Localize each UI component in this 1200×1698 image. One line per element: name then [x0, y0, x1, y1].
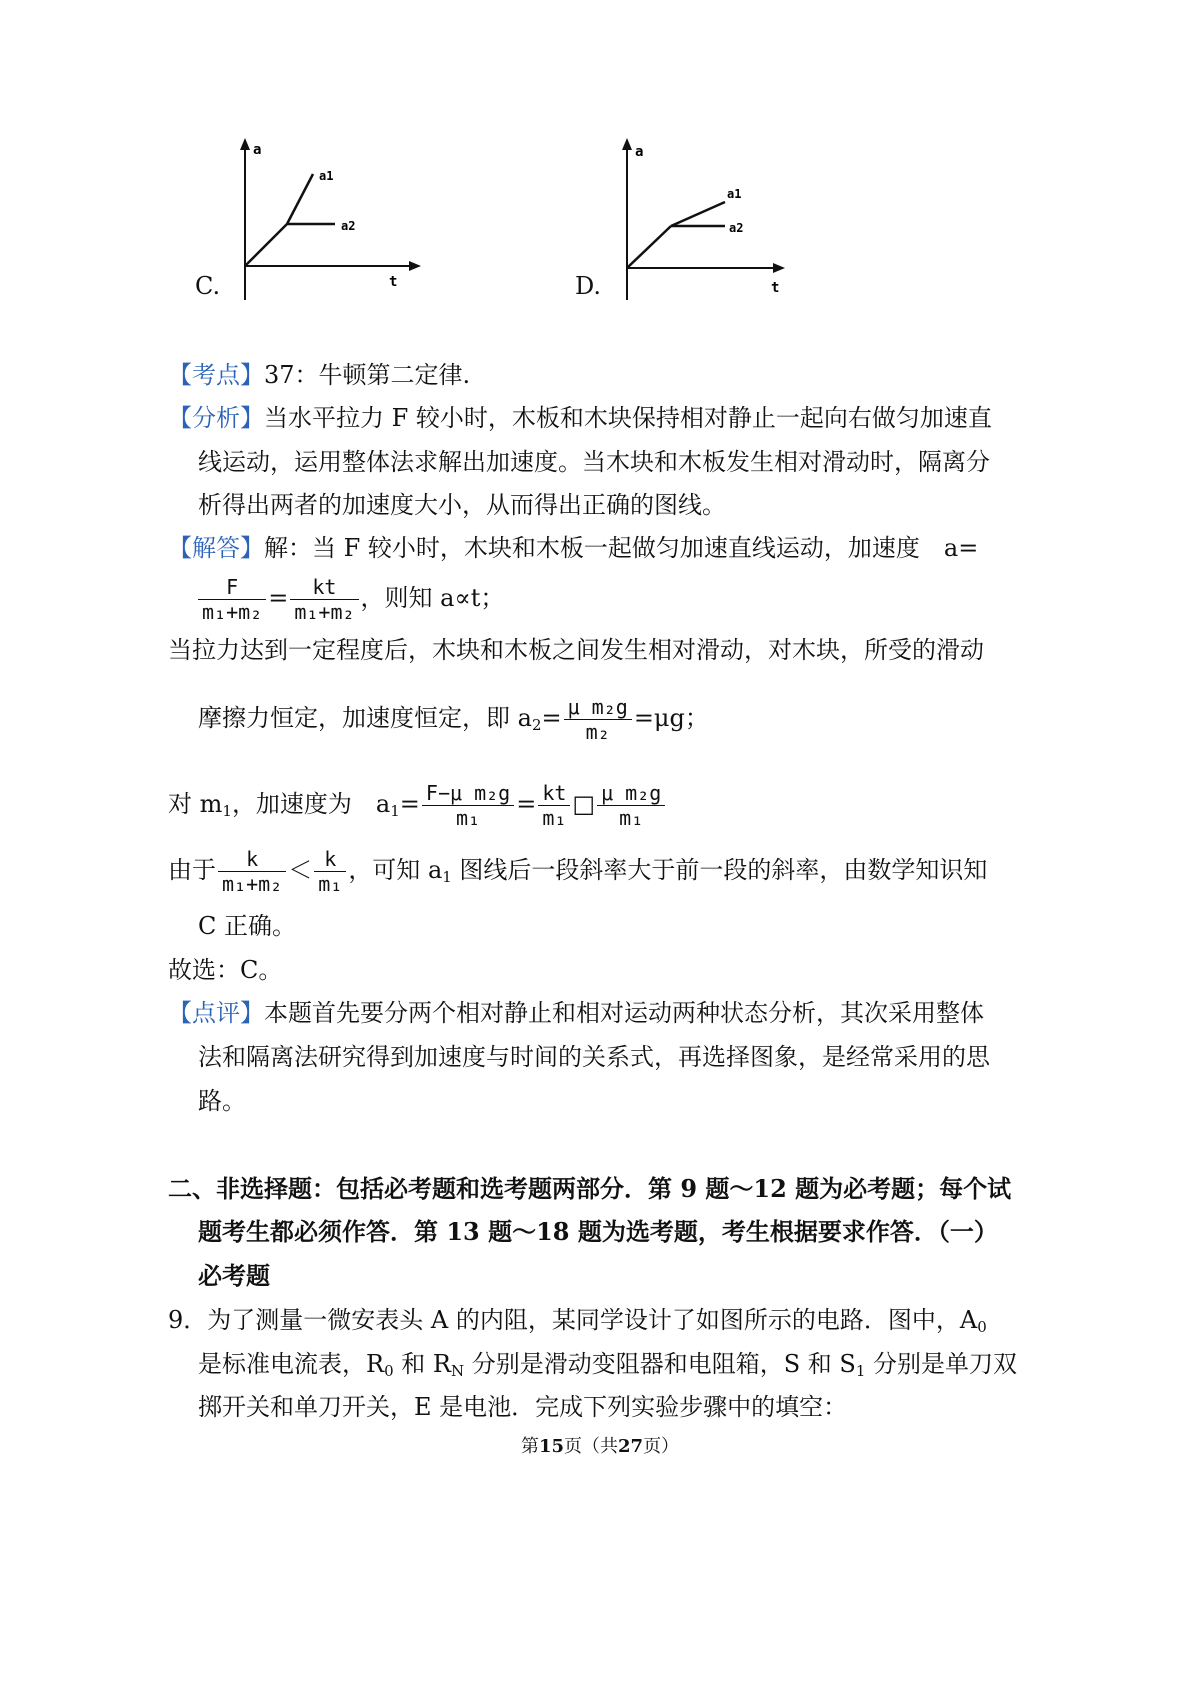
- jieda-text-6c: 图线后一段斜率大于前一段的斜率，由数学知识知: [451, 856, 988, 884]
- q9-text-1: 9．为了测量一微安表头 A 的内阻，某同学设计了如图所示的电路．图中，A: [168, 1306, 978, 1334]
- fraction-kt-over-m1: [538, 781, 570, 830]
- q9-text-2a: 是标准电流表，R: [198, 1350, 385, 1378]
- subscript: 2: [531, 716, 542, 734]
- graph-d-seg-a1: [671, 202, 725, 226]
- jieda-line-3: 当拉力达到一定程度后，木块和木板之间发生相对滑动，对木块，所受的滑动: [168, 636, 984, 664]
- equals-sign: =: [399, 790, 420, 818]
- footer-mid: 页（共: [564, 1436, 618, 1457]
- fraction-denominator: m₁: [318, 872, 343, 896]
- graph-d-y-label: a: [635, 144, 644, 160]
- jieda-line-7: C 正确。: [198, 912, 296, 940]
- footer-page-number: 15: [538, 1436, 564, 1457]
- equals-sign: =: [516, 790, 537, 818]
- fraction-k-over-m1: [314, 847, 346, 896]
- jieda-text-6a: 由于: [168, 856, 216, 884]
- fraction-numerator: F: [198, 575, 266, 600]
- graph-c-seg-a1: [287, 174, 313, 224]
- graph-c: [195, 130, 445, 310]
- graph-d-seg-common: [627, 226, 671, 268]
- fraction-denominator: m₁: [456, 806, 481, 830]
- footer-total-pages: 27: [618, 1436, 644, 1457]
- fraction-kt-over-m: [290, 575, 358, 624]
- jieda-text-5a: 对 m: [168, 790, 223, 818]
- q9-text-2d: 分别是单刀双: [865, 1350, 1018, 1378]
- graph-d-a2-label: a2: [729, 221, 744, 235]
- fraction-denominator: m₁: [542, 806, 567, 830]
- fraction-denominator: m₁+m₂: [202, 600, 263, 624]
- fenxi-text-1: 当水平拉力 F 较小时，木板和木块保持相对静止一起向右做匀加速直: [264, 404, 992, 432]
- fraction-numerator: k: [218, 847, 286, 872]
- q9-line-2: [198, 1348, 1017, 1387]
- fenxi-line-2: 线运动，运用整体法求解出加速度。当木块和木板发生相对滑动时，隔离分: [198, 448, 990, 476]
- page-footer: [0, 1432, 1200, 1458]
- q9-text-2b: 和 R: [393, 1350, 451, 1378]
- dianping-line-3: 路。: [198, 1087, 246, 1115]
- subscript: 1: [442, 868, 452, 886]
- jieda-text-1: 解：当 F 较小时，木块和木板一起做匀加速直线运动，加速度 a=: [264, 534, 979, 562]
- graph-d-a1-label: a1: [727, 187, 742, 201]
- section2-line-2: 题考生都必须作答．第 13 题～18 题为选考题，考生根据要求作答．（一）: [198, 1217, 998, 1246]
- section2-line-3: 必考题: [198, 1261, 270, 1290]
- graph-c-x-label: t: [389, 274, 398, 290]
- answer-line: 故选：C。: [168, 956, 283, 984]
- equals-sign: =: [268, 584, 289, 612]
- jieda-text-4: 摩擦力恒定，加速度恒定，即 a: [198, 704, 532, 732]
- footer-pre: 第: [520, 1436, 539, 1457]
- subscript: 0: [384, 1362, 394, 1380]
- footer-post: 页）: [643, 1436, 680, 1457]
- kaodian-line: [168, 359, 470, 391]
- jieda-line-5: [168, 776, 667, 839]
- fraction-mu-m2g-over-m2: [564, 695, 632, 744]
- fenxi-line-3: 析得出两者的加速度大小，从而得出正确的图线。: [198, 491, 726, 519]
- dianping-line-1: [168, 997, 984, 1029]
- fraction-numerator: kt: [290, 575, 358, 600]
- missing-glyph-box: □: [572, 790, 596, 818]
- graph-d: [575, 130, 825, 310]
- fraction-mu-m2g-over-m1: [597, 781, 665, 830]
- kaodian-text: 37：牛顿第二定律.: [264, 361, 471, 389]
- fraction-numerator: k: [314, 847, 346, 872]
- fraction-denominator: m₁+m₂: [294, 600, 355, 624]
- graph-c-a1-label: a1: [319, 169, 334, 183]
- jieda-line-4: [198, 690, 709, 753]
- fraction-f-over-m: [198, 575, 266, 624]
- subscript: 1: [855, 1362, 866, 1380]
- q9-line-1: [168, 1304, 987, 1343]
- kaodian-tag: 【考点】: [168, 361, 264, 389]
- subscript: 1: [390, 802, 400, 820]
- graph-c-seg-common: [245, 224, 287, 266]
- q9-text-2c: 分别是滑动变阻器和电阻箱，S 和 S: [464, 1350, 856, 1378]
- graph-c-y-arrow: [240, 138, 250, 150]
- jieda-line-6: [168, 842, 987, 905]
- less-than-sign: ＜: [288, 856, 313, 884]
- jieda-text-5b: ，加速度为 a: [231, 790, 391, 818]
- graph-c-x-arrow: [409, 261, 421, 271]
- graph-c-a2-label: a2: [341, 219, 356, 233]
- equals-sign: =: [541, 704, 562, 732]
- graph-d-x-label: t: [771, 280, 780, 296]
- fraction-denominator: m₂: [585, 720, 610, 744]
- subscript: 0: [977, 1318, 987, 1336]
- subscript: N: [450, 1362, 465, 1380]
- dianping-text-1: 本题首先要分两个相对静止和相对运动两种状态分析，其次采用整体: [264, 999, 984, 1027]
- jieda-line-2: [196, 570, 504, 626]
- graph-c-label: C.: [195, 272, 221, 300]
- jieda-line-1: [168, 532, 978, 564]
- dianping-tag: 【点评】: [168, 999, 264, 1027]
- jieda-text-4-end: =μg；: [633, 704, 709, 732]
- graph-d-plot: [575, 130, 825, 310]
- fraction-numerator: kt: [538, 781, 570, 806]
- dianping-line-2: 法和隔离法研究得到加速度与时间的关系式，再选择图象，是经常采用的思: [198, 1043, 990, 1071]
- fraction-numerator: μ m₂g: [597, 781, 665, 806]
- graph-d-label: D.: [575, 272, 602, 300]
- fraction-numerator: μ m₂g: [564, 695, 632, 720]
- subscript: 1: [222, 802, 232, 820]
- fraction-k-over-m1-plus-m2: [218, 847, 286, 896]
- fenxi-tag: 【分析】: [168, 404, 264, 432]
- q9-line-3: 掷开关和单刀开关，E 是电池．完成下列实验步骤中的填空：: [198, 1393, 848, 1421]
- fraction-numerator: F−μ m₂g: [422, 781, 514, 806]
- jieda-text-2: ，则知 a∝t；: [360, 584, 505, 612]
- fenxi-line-1: [168, 402, 992, 434]
- graph-c-y-label: a: [253, 142, 262, 158]
- fraction-denominator: m₁: [619, 806, 644, 830]
- jieda-tag: 【解答】: [168, 534, 264, 562]
- graph-d-y-arrow: [622, 138, 632, 150]
- graph-c-plot: [195, 130, 445, 310]
- section2-line-1: 二、非选择题：包括必考题和选考题两部分．第 9 题～12 题为必考题；每个试: [168, 1174, 1012, 1203]
- fraction-denominator: m₁+m₂: [222, 872, 283, 896]
- graph-d-x-arrow: [773, 263, 785, 273]
- fraction-f-minus-mu-m2g-over-m1: [422, 781, 514, 830]
- jieda-text-6b: ，可知 a: [348, 856, 443, 884]
